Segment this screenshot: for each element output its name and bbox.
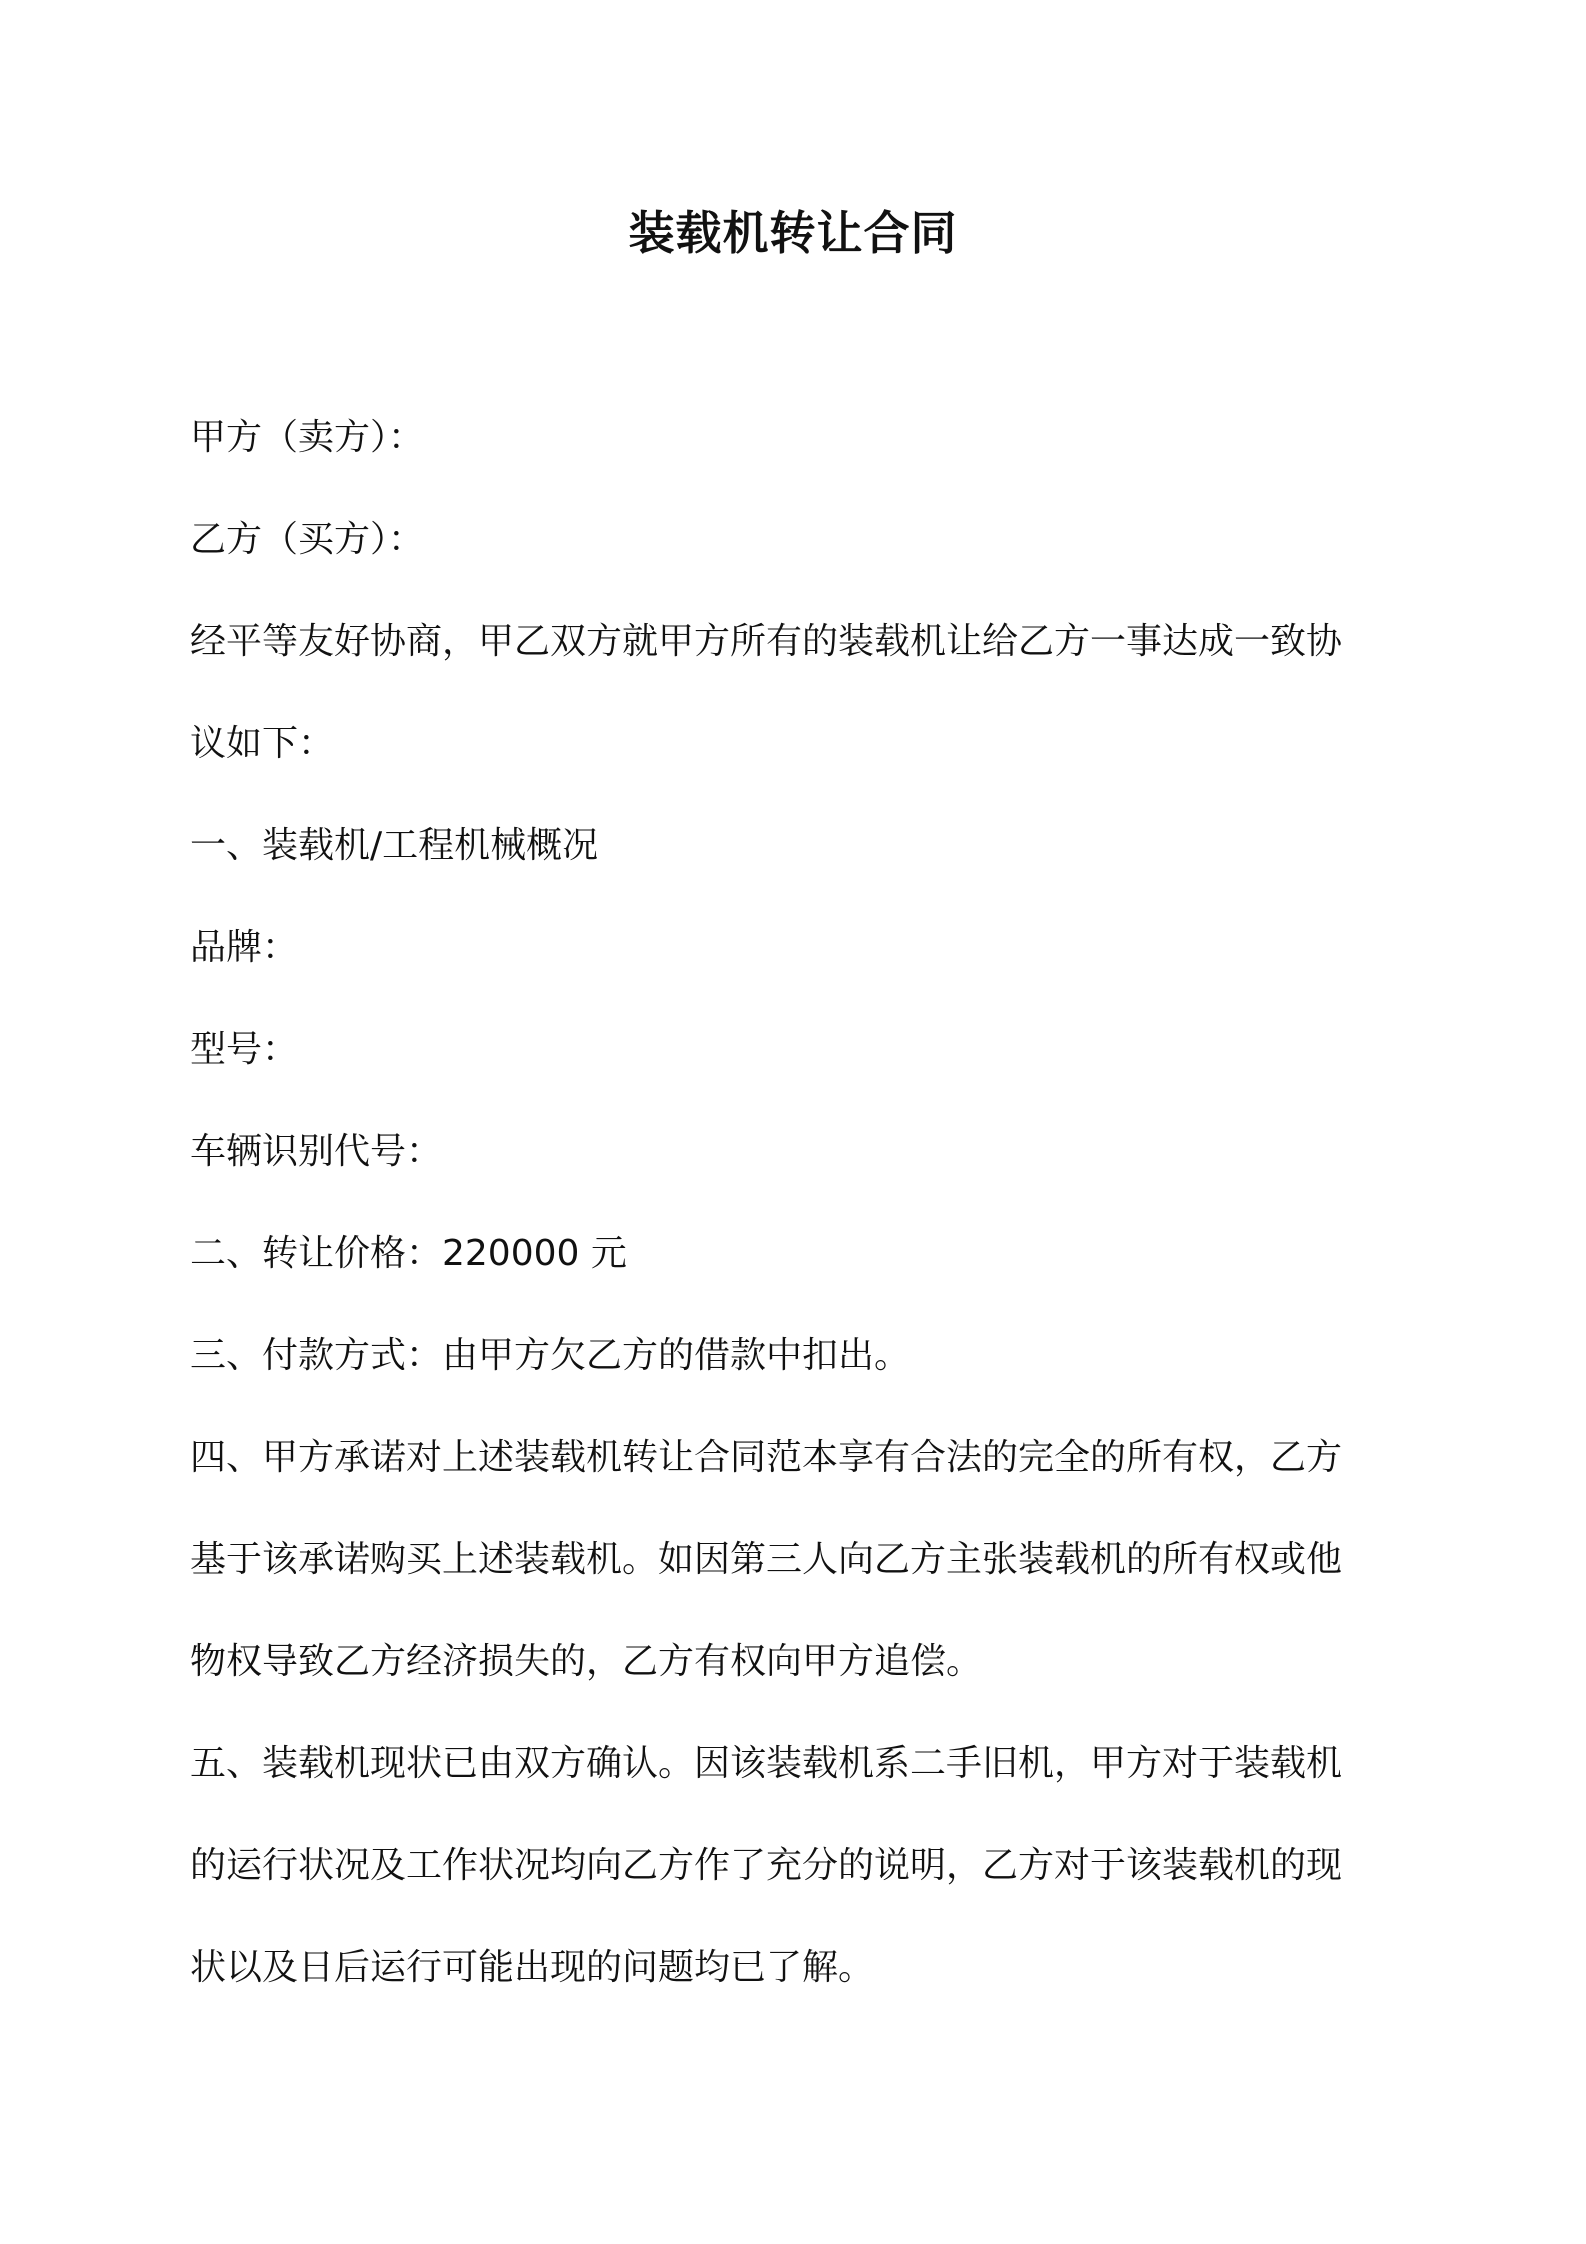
section-2-price: 二、转让价格：220000 元 — [190, 1233, 627, 1274]
document-title: 装载机转让合同 — [628, 206, 958, 260]
section-4-line-1: 四、甲方承诺对上述装载机转让合同范本享有合法的完全的所有权，乙方 — [190, 1437, 1343, 1478]
section-3-payment: 三、付款方式：由甲方欠乙方的借款中扣出。 — [190, 1335, 911, 1376]
preamble-line-1: 经平等友好协商，甲乙双方就甲方所有的装载机让给乙方一事达成一致协 — [190, 621, 1343, 662]
section-5-line-2: 的运行状况及工作状况均向乙方作了充分的说明，乙方对于该装载机的现 — [190, 1845, 1343, 1886]
model-field: 型号： — [190, 1029, 299, 1070]
party-a-line: 甲方（卖方）： — [190, 417, 425, 458]
brand-field: 品牌： — [190, 927, 299, 968]
party-b-line: 乙方（买方）： — [190, 519, 425, 560]
section-1-heading: 一、装载机/工程机械概况 — [190, 825, 599, 866]
section-5-line-1: 五、装载机现状已由双方确认。因该装载机系二手旧机，甲方对于装载机 — [190, 1743, 1343, 1784]
section-4-line-2: 基于该承诺购买上述装载机。如因第三人向乙方主张装载机的所有权或他 — [190, 1539, 1343, 1580]
section-5-line-3: 状以及日后运行可能出现的问题均已了解。 — [190, 1947, 875, 1988]
section-4-line-3: 物权导致乙方经济损失的，乙方有权向甲方追偿。 — [190, 1641, 983, 1682]
vin-field: 车辆识别代号： — [190, 1131, 443, 1172]
preamble-line-2: 议如下： — [190, 723, 335, 764]
